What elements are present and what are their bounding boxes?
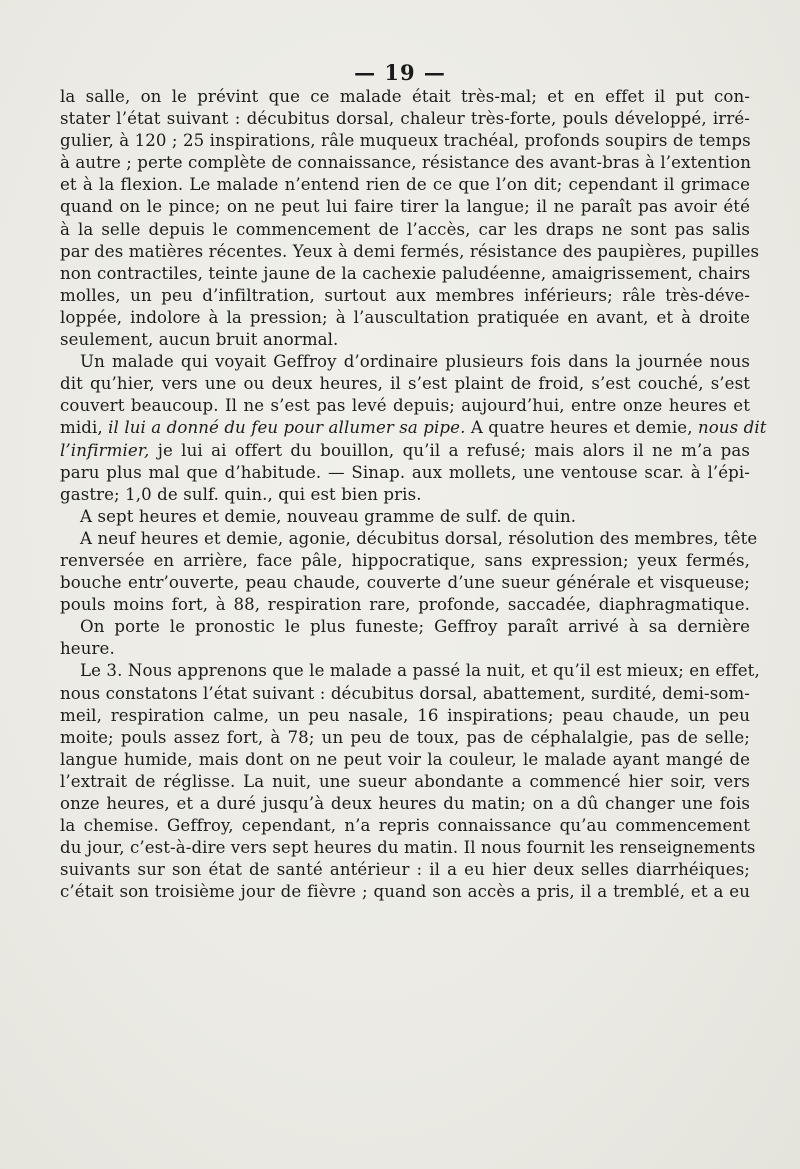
text-span: molles, un peu d’infiltration, surtout aux membres inférieurs; râle très-déve-	[60, 285, 750, 305]
text-line	[60, 815, 750, 837]
text-span: heure.	[60, 639, 115, 659]
text-span: A quatre heures et demie,	[465, 418, 698, 438]
text-line	[60, 683, 750, 705]
text-line	[60, 263, 750, 285]
text-span: A neuf heures et demie, agonie, décubitus dorsal, résolution des membres, tête	[80, 528, 758, 548]
text-span: à la selle depuis le commencement de l’accès, car les draps ne sont pas salis	[60, 219, 750, 239]
text-span: l’extrait de réglisse. La nuit, une sueur abondante a commencé hier soir, vers	[60, 771, 750, 791]
text-span: couvert beaucoup. Il ne s’est pas levé depuis; aujourd’hui, entre onze heures et	[60, 396, 750, 416]
text-line	[60, 196, 750, 218]
text-span: par des matières récentes. Yeux à demi fermés, résistance des paupières, pupilles	[60, 241, 760, 261]
text-span: paru plus mal que d’habitude. — Sinap. aux mollets, une ventouse scar. à l’épi-	[60, 462, 750, 482]
text-span: du jour, c’est-à-dire vers sept heures du matin. Il nous fournit les renseignements	[60, 838, 756, 858]
text-line	[60, 307, 750, 329]
text-line	[60, 616, 750, 638]
text-span: la chemise. Geffroy, cependant, n’a repris connaissance qu’au commencement	[60, 816, 750, 836]
text-span: gulier, à 120 ; 25 inspirations, râle muqueux trachéal, profonds soupirs de temps	[60, 131, 751, 151]
text-span: meil, respiration calme, un peu nasale, 16 inspirations; peau chaude, un peu	[60, 705, 750, 725]
text-line	[60, 484, 750, 506]
text-line	[60, 395, 750, 417]
body-text	[60, 86, 767, 903]
text-span: A sept heures et demie, nouveau gramme de sulf. de quin.	[80, 506, 577, 526]
text-line	[60, 174, 750, 196]
text-line	[60, 727, 750, 749]
text-line	[60, 881, 750, 903]
text-line	[60, 594, 750, 616]
text-span: onze heures, et a duré jusqu’à deux heures du matin; on a dû changer une fois	[60, 794, 750, 813]
text-line	[60, 705, 750, 727]
text-line	[60, 749, 750, 771]
text-span: c’était son troisième jour de fièvre ; quand son accès a pris, il a tremblé, et a eu	[60, 882, 750, 902]
text-line	[60, 329, 750, 351]
text-span: langue humide, mais dont on ne peut voir la couleur, le malade ayant mangé de	[60, 749, 750, 769]
text-span: la salle, on le prévint que ce malade était très-mal; et en effet il put con-	[60, 87, 750, 106]
page-number: — 19 —	[354, 60, 446, 85]
italic-text: il lui a donné du feu pour allumer sa pipe.	[108, 418, 466, 438]
text-span: moite; pouls assez fort, à 78; un peu de toux, pas de céphalalgie, pas de selle;	[60, 727, 750, 747]
text-line	[60, 373, 750, 395]
text-span: renversée en arrière, face pâle, hippocratique, sans expression; yeux fermés,	[60, 550, 750, 570]
text-line	[60, 86, 750, 108]
text-line	[60, 572, 750, 594]
text-span: non contractiles, teinte jaune de la cachexie paludéenne, amaigrissement, chairs	[60, 263, 751, 283]
text-span: quand on le pince; on ne peut lui faire tirer la langue; il ne paraît pas avoir été	[60, 197, 750, 217]
text-line	[60, 837, 756, 859]
text-line	[60, 859, 750, 881]
text-span: midi,	[60, 418, 109, 438]
text-span: je lui ai offert du bouillon, qu’il a refusé; mais alors il ne m’a pas	[149, 440, 750, 460]
text-span: Le 3. Nous apprenons que le malade a passé la nuit, et qu’il est mieux; en effet,	[80, 661, 760, 681]
text-span: et à la flexion. Le malade n’entend rien de ce que l’on dit; cependant il grimace	[60, 175, 750, 195]
text-line	[60, 550, 750, 572]
text-span: nous constatons l’état suivant : décubitus dorsal, abattement, surdité, demi-som-	[60, 683, 750, 703]
text-line	[60, 152, 750, 174]
text-line	[60, 660, 760, 682]
italic-text: l’infirmier,	[60, 440, 150, 460]
text-span: On porte le pronostic le plus funeste; Geffroy paraît arrivé à sa dernière	[80, 617, 750, 637]
text-span: Un malade qui voyait Geffroy d’ordinaire plusieurs fois dans la journée nous	[80, 352, 750, 372]
text-line	[60, 285, 750, 307]
text-line	[60, 108, 750, 130]
text-span: pouls moins fort, à 88, respiration rare, profonde, saccadée, diaphragmatique.	[60, 595, 750, 615]
text-span: gastre; 1,0 de sulf. quin., qui est bien pris.	[60, 484, 422, 504]
text-line	[60, 462, 750, 484]
text-line	[60, 351, 750, 373]
text-line	[60, 440, 750, 462]
text-line	[60, 793, 750, 815]
text-line	[60, 506, 750, 528]
text-span: loppée, indolore à la pression; à l’auscultation pratiquée en avant, et à droite	[60, 307, 750, 327]
text-span: suivants sur son état de santé antérieur : il a eu hier deux selles diarrhéiques;	[60, 860, 750, 880]
text-line	[60, 528, 758, 550]
text-span: stater l’état suivant : décubitus dorsal, chaleur très-forte, pouls développé, irré-	[60, 109, 750, 129]
text-line	[60, 417, 767, 439]
text-span: dit qu’hier, vers une ou deux heures, il s’est plaint de froid, s’est couché, s’est	[60, 374, 750, 394]
text-line	[60, 241, 760, 263]
text-span: seulement, aucun bruit anormal.	[60, 330, 339, 350]
text-span: à autre ; perte complète de connaissance, résistance des avant-bras à l’extention	[60, 153, 752, 173]
text-line	[60, 638, 750, 660]
text-line	[60, 130, 750, 152]
text-line	[60, 219, 750, 241]
text-span: bouche entr’ouverte, peau chaude, couverte d’une sueur générale et visqueuse;	[60, 573, 750, 593]
text-line	[60, 771, 750, 793]
italic-text: nous dit	[697, 418, 767, 438]
